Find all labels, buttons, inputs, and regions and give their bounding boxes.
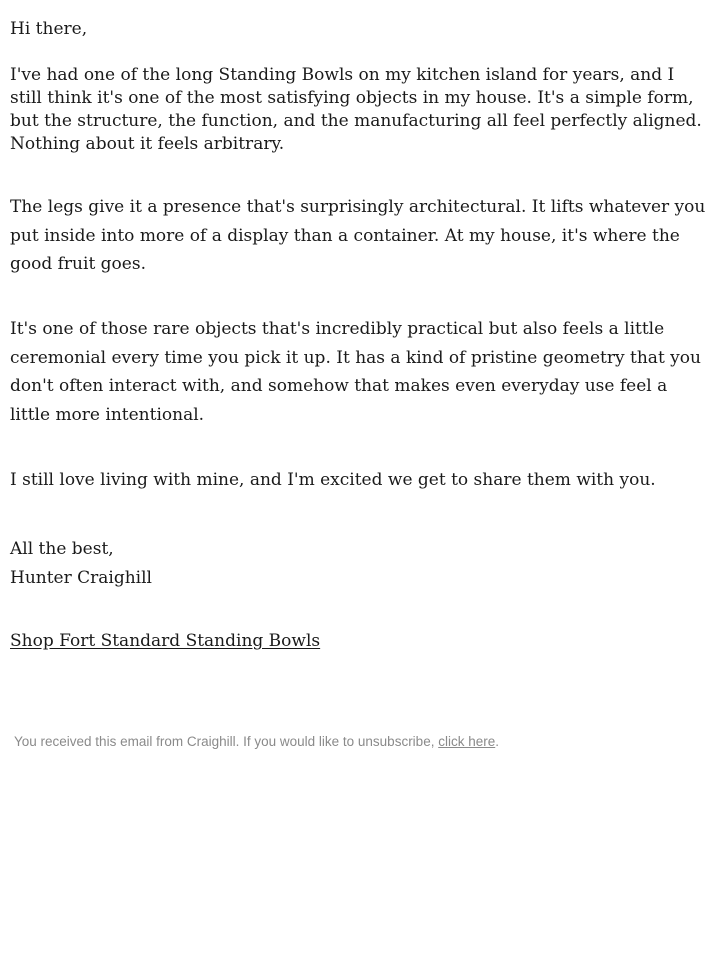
signoff-name: Hunter Craighill [10,568,152,588]
paragraph-closing: I still love living with mine, and I'm excited we get to share them with you. [10,470,656,490]
signoff [10,535,152,593]
paragraph-ceremonial: It's one of those rare objects that's incredibly practical but also feels a little ceremonial every time you pick it up. It has a kind of pristine geometry that you don't often interact with, and somehow that makes even everyday use feel a little more intentional. [10,319,701,425]
unsubscribe-link[interactable]: click here [438,734,496,749]
signoff-closing: All the best, [10,539,114,559]
footer-period: . [495,734,499,749]
paragraph-intro: I've had one of the long Standing Bowls on my kitchen island for years, and I still think it's one of the most satisfying objects in my house. It's a simple form, but the structure, the function, and the manufacturing all feel perfectly aligned. Nothing about it feels arbitrary. [10,65,702,154]
shop-standing-bowls-link[interactable]: Shop Fort Standard Standing Bowls [10,631,321,651]
greeting: Hi there, [10,19,88,39]
email-footer [14,733,714,751]
footer-text: You received this email from Craighill. If you would like to unsubscribe, [14,734,439,749]
paragraph-legs: The legs give it a presence that's surprisingly architectural. It lifts whatever you put inside into more of a display than a container. At my house, it's where the good fruit goes. [10,197,706,274]
